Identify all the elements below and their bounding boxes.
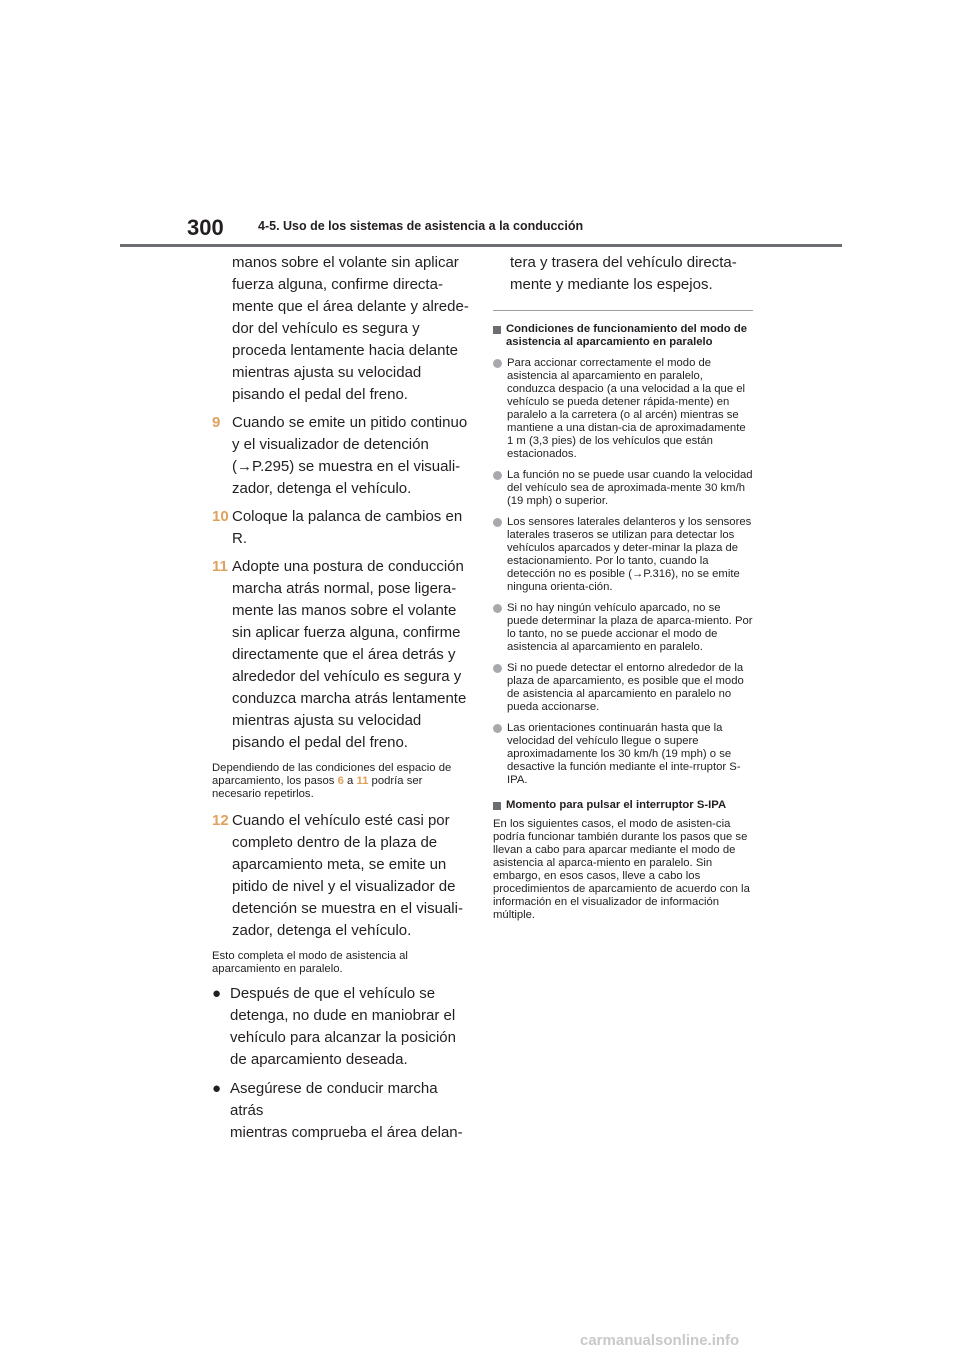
note-complete: Esto completa el modo de asistencia al aparcamiento en paralelo. xyxy=(212,950,408,975)
text-line: pisando el pedal del freno. xyxy=(232,386,408,403)
step-text xyxy=(232,810,470,942)
item-text: Si no puede detectar el entorno alrededor de la plaza de aparcamiento, es posible que el modo de asistencia al aparcamiento en paralelo no pueda accionarse. xyxy=(507,662,744,713)
bullet-icon: ● xyxy=(212,985,222,1002)
text-line: R. xyxy=(232,530,247,547)
square-bullet-icon xyxy=(493,326,501,334)
text-line: dor del vehículo es segura y xyxy=(232,320,420,337)
text-line: Cuando se emite un pitido continuo xyxy=(232,414,468,431)
text-line: pitido de nivel y el visualizador de xyxy=(232,878,456,895)
page-number: 300 xyxy=(187,215,224,240)
header-rule xyxy=(120,244,842,247)
text-line: Adopte una postura de conducción xyxy=(232,558,464,575)
text-line: tera y trasera del vehículo directa- xyxy=(510,254,737,271)
intro-paragraph xyxy=(212,252,470,406)
text-line: conduzca marcha atrás lentamente xyxy=(232,690,467,707)
note-repeat-steps xyxy=(212,762,470,801)
text-line: completo dentro de la plaza de xyxy=(232,834,438,851)
bullet-item xyxy=(212,1078,470,1144)
note-text: Dependiendo de las condiciones del espacio de aparcamiento, los pasos xyxy=(212,762,452,787)
note-text: podría ser necesario repetirlos. xyxy=(212,775,423,800)
condition-item xyxy=(493,516,753,594)
text-line: sin aplicar fuerza alguna, confirme xyxy=(232,624,461,641)
left-column xyxy=(212,252,470,1144)
note-text: a xyxy=(343,775,357,787)
text-line: mente que el área delante y alrede- xyxy=(232,298,469,315)
step-number: 11 xyxy=(212,558,228,575)
text-line: alrededor del vehículo es segura y xyxy=(232,668,462,685)
condition-item xyxy=(493,357,753,461)
text-line: vehículo para alcanzar la posición xyxy=(230,1029,456,1046)
step-number: 12 xyxy=(212,812,229,829)
text-line: proceda lentamente hacia delante xyxy=(232,342,458,359)
text-line: (→P.295) se muestra en el visuali- xyxy=(232,458,461,475)
step-text xyxy=(232,412,470,500)
bullet-text xyxy=(230,983,456,1071)
text-line: Después de que el vehículo se xyxy=(230,985,436,1002)
condition-item xyxy=(493,662,753,714)
step-number: 9 xyxy=(212,414,221,431)
step-text xyxy=(232,506,470,550)
text-line: fuerza alguna, confirme directa- xyxy=(232,276,443,293)
step-ref: 6 xyxy=(337,775,344,787)
circle-bullet-icon xyxy=(493,664,502,673)
circle-bullet-icon xyxy=(493,518,502,527)
bullet-icon: ● xyxy=(212,1080,222,1097)
watermark: carmanualsonline.info xyxy=(580,1332,740,1349)
text-line: mientras ajusta su velocidad xyxy=(232,364,422,381)
condition-item xyxy=(493,602,753,654)
circle-bullet-icon xyxy=(493,359,502,368)
step-12 xyxy=(212,810,470,942)
step-number: 10 xyxy=(212,508,229,525)
heading-text: Condiciones de funcionamiento del modo de asistencia al aparcamiento en paralelo xyxy=(506,323,748,348)
text-line: mientras ajusta su velocidad xyxy=(232,712,422,729)
condition-item xyxy=(493,469,753,508)
text-line: mente y mediante los espejos. xyxy=(510,276,713,293)
right-column xyxy=(493,252,753,922)
heading-text: Momento para pulsar el interruptor S-IPA xyxy=(506,799,727,811)
text-line: mientras comprueba el área delan- xyxy=(230,1124,463,1141)
text-line: detención se muestra en el visuali- xyxy=(232,900,463,917)
text-line: manos sobre el volante sin aplicar xyxy=(232,254,459,271)
circle-bullet-icon xyxy=(493,724,502,733)
bullet-item xyxy=(212,983,470,1071)
text-line: Asegúrese de conducir marcha atrás xyxy=(230,1080,438,1119)
step-ref: 11 xyxy=(356,775,369,787)
step-9 xyxy=(212,412,470,500)
text-line: detenga, no dude en maniobrar el xyxy=(230,1007,456,1024)
text-line: mente las manos sobre el volante xyxy=(232,602,457,619)
text-line: zador, detenga el vehículo. xyxy=(232,480,412,497)
divider xyxy=(493,310,753,311)
bullet-text xyxy=(230,1078,470,1144)
text-line: marcha atrás normal, pose ligera- xyxy=(232,580,457,597)
item-text: Si no hay ningún vehículo aparcado, no se puede determinar la plaza de aparca-miento. Por lo tanto, no se puede accionar el modo de asistencia al aparcamiento en paralelo. xyxy=(507,602,753,653)
text-line: Cuando el vehículo esté casi por xyxy=(232,812,450,829)
heading-conditions xyxy=(493,323,753,349)
text-line: pisando el pedal del freno. xyxy=(232,734,408,751)
step-11 xyxy=(212,556,470,754)
continuation-paragraph xyxy=(493,252,753,296)
circle-bullet-icon xyxy=(493,604,502,613)
section-title: 4-5. Uso de los sistemas de asistencia a la conducción xyxy=(258,219,584,233)
text-line: aparcamiento meta, se emite un xyxy=(232,856,447,873)
step-10 xyxy=(212,506,470,550)
item-text: Las orientaciones continuarán hasta que la velocidad del vehículo llegue o supere aproximadamente los 30 km/h (19 mph) o se desactive la función mediante el inte-rruptor S-IPA. xyxy=(507,722,741,786)
text-line: Coloque la palanca de cambios en xyxy=(232,508,463,525)
condition-item xyxy=(493,722,753,787)
item-text: Los sensores laterales delanteros y los sensores laterales traseros se utilizan para detectar los vehículos aparcados y deter-minar la plaza de estacionamiento. Por lo tanto, cuando la detección no es posible (→P.316), no se emite ninguna orienta-ción. xyxy=(507,516,752,593)
text-line: directamente que el área detrás y xyxy=(232,646,456,663)
text-line: zador, detenga el vehículo. xyxy=(232,922,412,939)
text-line: de aparcamiento deseada. xyxy=(230,1051,408,1068)
heading-switch-timing xyxy=(493,799,753,812)
item-text: Para accionar correctamente el modo de asistencia al aparcamiento en paralelo, conduzca despacio (a una velocidad a la que el vehículo se pueda detener rápida-mente) en paralelo a la carretera (o al arcén) mientras se mantiene a una distan-cia de aproximadamente 1 m (3,3 pies) de los vehículos que están estacionados. xyxy=(507,357,746,460)
step-text xyxy=(232,556,470,754)
text-line: y el visualizador de detención xyxy=(232,436,429,453)
circle-bullet-icon xyxy=(493,471,502,480)
square-bullet-icon xyxy=(493,802,501,810)
switch-timing-paragraph: En los siguientes casos, el modo de asisten-cia podría funcionar también durante los pasos que se llevan a cabo para aparcar mediante el modo de asistencia al aparca-miento en paralelo. Sin embargo, en esos casos, lleve a cabo los procedimientos de aparcamiento de acuerdo con la información en el visualizador de información múltiple. xyxy=(493,818,750,921)
item-text: La función no se puede usar cuando la velocidad del vehículo sea de aproximada-mente 30 km/h (19 mph) o superior. xyxy=(507,469,753,507)
